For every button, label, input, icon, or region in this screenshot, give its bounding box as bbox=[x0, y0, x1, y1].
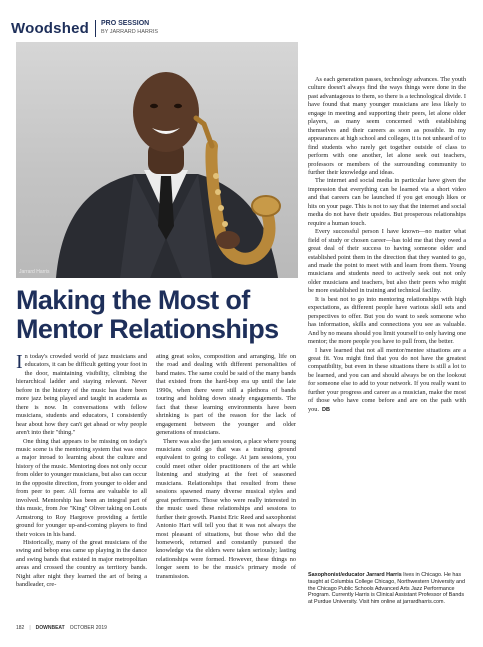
paragraph: ating great solos, composition and arranging, life on the road and dealing with different personalities of band mates. The same could be said of the many bands that existed from the hard-bop era up until the late 1990s, when there were still a plethora of bands touring and holding down steady engagements. The fact that these learning environments have been shrinking is part of the reason for the lack of engagement between the younger and older generations of musicians. bbox=[156, 353, 296, 437]
pro-session-label: PRO SESSION bbox=[100, 20, 150, 27]
paragraph: As each generation passes, technology advances. The youth culture doesn't always find the ways things were done in the past advantageous to them, so there is a technological divide. I have found that many younger musicians are less likely to engage in meeting and supporting their peers, let alone older players, as many seem concerned with establishing themselves and their careers as soon as possible. In my appearances at high school and colleges, it is not unheard of to find students who rarely get together outside of class to perform with one another, let alone seek out teachers, professors or members of the surrounding community to further their knowledge and ideas. bbox=[308, 76, 466, 176]
magazine-name: DOWNBEAT bbox=[35, 625, 65, 631]
byline: BY JARRARD HARRIS bbox=[100, 29, 159, 35]
paragraph: Historically, many of the great musicians of the swing and bebop eras came up playing in the dance and swing bands that existed in major metropolitan areas and crossed the country as territory bands. Night after night they learned the art of being a bandleader, cre- bbox=[16, 538, 147, 589]
page-footer: 182 | DOWNBEAT OCTOBER 2019 bbox=[16, 625, 107, 631]
issue-date: OCTOBER 2019 bbox=[69, 625, 107, 631]
section-name: Woodshed bbox=[11, 20, 96, 37]
page-number: 182 bbox=[16, 625, 25, 631]
section-header bbox=[11, 18, 158, 38]
paragraph: In today's crowded world of jazz musicians and educators, it can be difficult getting your foot in the door, maintaining visibility, climbing the hierarchical ladder and staying relevant. Never before in the history of the music has there been more jazz being played and taught in academia as there is now. In conversations with fellow musicians, students and educators, I consistently hear about how they can't get ahead or why people aren't into their "thing." bbox=[16, 351, 147, 437]
portrait-illustration bbox=[16, 42, 298, 278]
headline: Making the Most of Mentor Relationships bbox=[16, 285, 279, 344]
paragraph: Every successful person I have known—no matter what field of study or chosen career—has told me that they owed a great deal of their success to having someone older and established point them in the direction that they wanted to go, and made the point to meet with and learn from them. Young musicians and students need to actively seek out not only older musicians and teachers, but also their peers who might be more established in training and technical facility. bbox=[308, 228, 466, 295]
paragraph: It is best not to go into mentoring relationships with high expectations, as different people have various skill sets and perspectives to offer. But you do want to seek someone who has information, skills and connections you see as valuable. And by no means should you limit yourself to only having one mentor; the more people you have to pull from, the better. bbox=[308, 295, 466, 346]
paragraph: The internet and social media in particular have given the impression that everything can be learned via a short video and that careers can be launched if you get enough likes or hits on your page. This is not to say that the internet and social media do not have their upsides. But prosperous relationships require a human touch. bbox=[308, 177, 466, 227]
bio-name: Saxophonist/educator Jarrard Harris bbox=[308, 572, 402, 578]
drop-cap: I bbox=[16, 351, 23, 373]
author-bio bbox=[308, 572, 466, 606]
article-column-1 bbox=[16, 353, 147, 590]
paragraph: I have learned that not all mentor/mentee situations are a great fit. You might find that you do not have the greatest compatibility, but even in these situations there is still a lot to be learned, and you can and should always be on the lookout for someone else to add to your network. If you really want to further your progress and career as a musician, make the most of those who have come before and are on the path with you. DB bbox=[308, 346, 466, 413]
article-column-3 bbox=[308, 76, 466, 414]
end-mark: DB bbox=[322, 406, 330, 413]
portrait-photo bbox=[16, 42, 298, 278]
paragraph: One thing that appears to be missing on today's music scene is the mentoring system that was once a major inroad to learning about the culture and history of the music. Mentoring does not only occur from older to younger musicians, but also can occur in the opposite direction, from younger to older and from peer to peer. All forms are valuable to all involved. Mentorship has been an integral part of this music, from Joe "King" Oliver taking on Louis Armstrong to Roy Hargrove providing a fertile ground for younger up-and-coming players to find their voices in his band. bbox=[16, 437, 147, 538]
article-column-2 bbox=[156, 353, 296, 581]
header-meta bbox=[96, 20, 158, 36]
paragraph: There was also the jam session, a place where young musicians could go that was a training ground equivalent to going to college. At jam sessions, you could meet other older practitioners of the art while listening and studying at the feet of seasoned musicians. Relationships that resulted from these sessions spawned many diverse musical styles and great performers. Those who were really interested in the music used these relationships and sessions to further their growth. Pianist Eric Reed and saxophonist Antonio Hart will tell you that it was not always the most pleasant of situations, but those who did the homework, returned and constantly pursued the knowledge via the elders were taken seriously; lasting relationships were formed. However, these things no longer seem to be the music's primary mode of transmission. bbox=[156, 437, 296, 580]
head-shape bbox=[133, 72, 199, 152]
bio-text: lives in Chicago. He has taught at Columbia College Chicago, Northwestern University and the Chicago Public Schools Advanced Arts Jazz Performance Program. Currently Harris is Clinical Assistant Professor of Bands at Purdue University. Visit him online at jarrardharris.com. bbox=[308, 572, 466, 606]
photo-credit: Jarrard Harris bbox=[19, 269, 50, 275]
